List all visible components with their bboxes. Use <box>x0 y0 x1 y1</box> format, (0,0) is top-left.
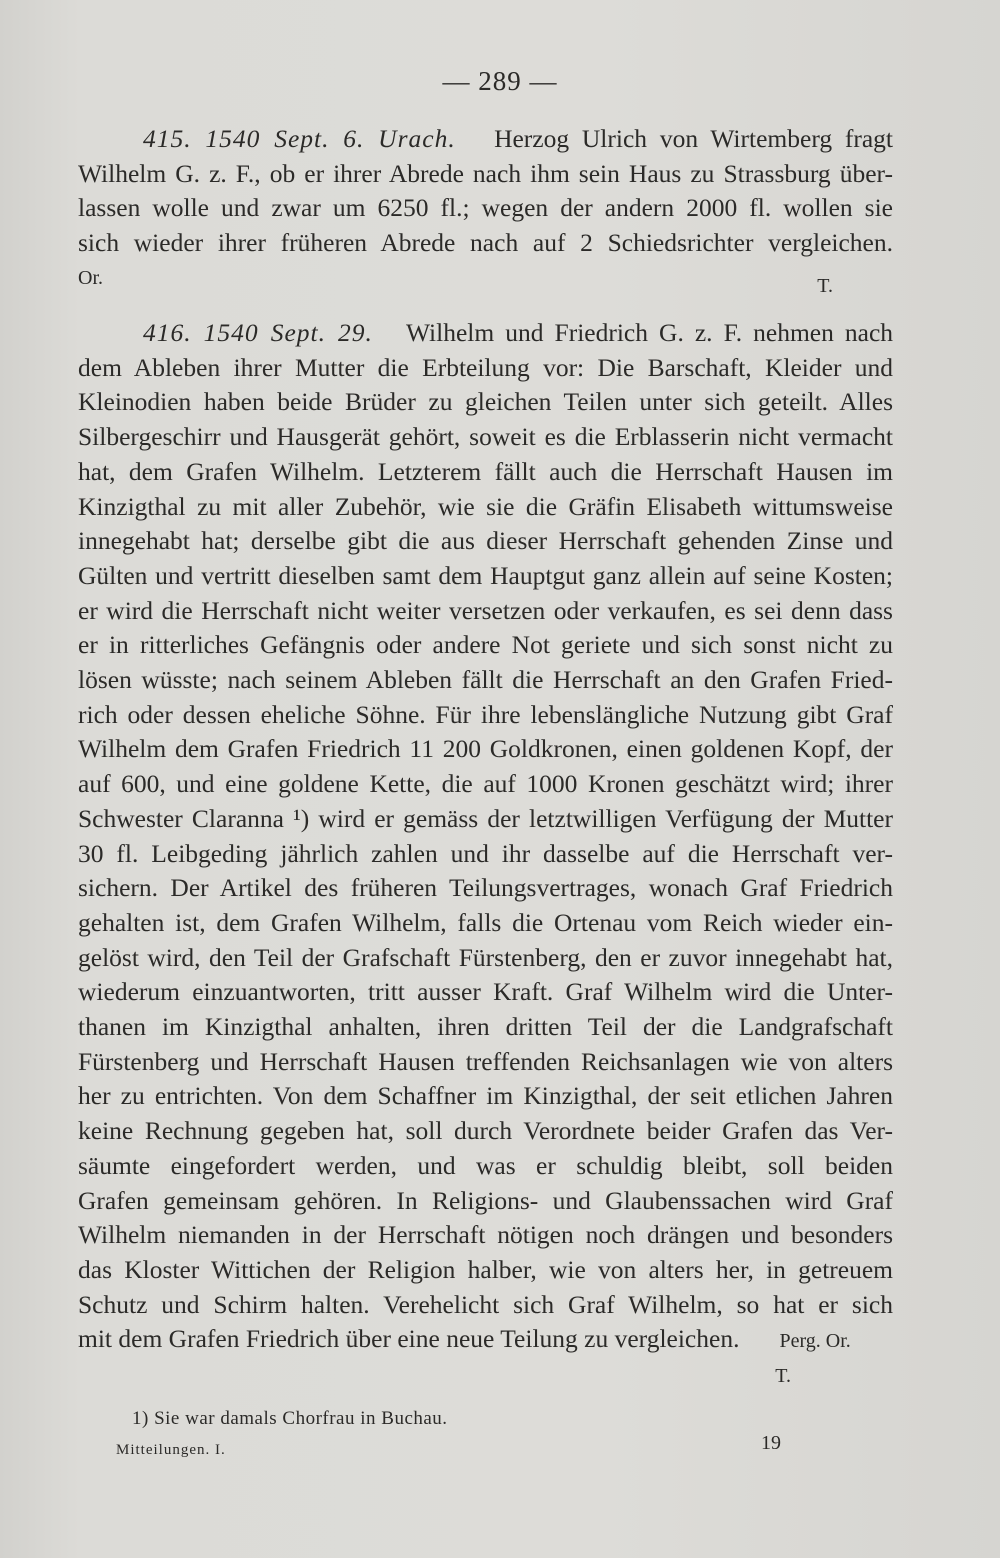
entry-line: Wilhelm niemanden in der Herrschaft nötigen noch drängen und besonders <box>78 1220 893 1250</box>
entry-line: Schutz und Schirm halten. Verehelicht sich Graf Wilhelm, so hat er sich <box>78 1289 893 1319</box>
entry-heading: 415. 1540 Sept. 6. Urach. <box>143 124 456 153</box>
entry-line: er in ritterliches Gefängnis oder andere Not geriete und sich sonst nicht zu <box>78 630 893 660</box>
entry-line: rich oder dessen eheliche Söhne. Für ihre lebenslängliche Nutzung gibt Graf <box>78 699 893 729</box>
entry-line: er wird die Herrschaft nicht weiter versetzen oder verkaufen, es sei denn dass <box>78 595 893 625</box>
entry-line: lassen wolle und zwar um 6250 fl.; wegen der andern 2000 fl. wollen sie <box>78 193 893 223</box>
entry-line: gehalten ist, dem Grafen Wilhelm, falls die Ortenau vom Reich wieder ein- <box>78 907 893 937</box>
entry-line: keine Rechnung gegeben hat, soll durch Verordnete beider Grafen das Ver- <box>78 1116 893 1146</box>
footnote: 1) Sie war damals Chorfrau in Buchau. <box>132 1408 448 1429</box>
entry-line: hat, dem Grafen Wilhelm. Letzterem fällt auch die Herrschaft Hausen im <box>78 456 893 486</box>
entry-line: Silbergeschirr und Hausgerät gehört, soweit es die Erblasserin nicht vermacht <box>78 422 893 452</box>
entry-line: Wilhelm G. z. F., ob er ihrer Abrede nach ihm sein Haus zu Strassburg über- <box>78 158 893 188</box>
editor-siglum: T. <box>817 274 833 297</box>
entry-line: 30 fl. Leibgeding jährlich zahlen und ihr dasselbe auf die Herrschaft ver- <box>78 838 893 868</box>
entry-line: 416. 1540 Sept. 29. Wilhelm und Friedrich G. z. F. nehmen nach <box>143 318 894 347</box>
source-note: Or. <box>78 266 103 289</box>
entry-line: Kleinodien haben beide Brüder zu gleichen Teilen unter sich geteilt. Alles <box>78 387 893 417</box>
entry-line: Kinzigthal zu mit aller Zubehör, wie sie die Gräfin Elisabeth wittumsweise <box>78 491 893 521</box>
entry-line: 415. 1540 Sept. 6. Urach. Herzog Ulrich von Wirtemberg fragt <box>143 124 894 153</box>
entry-line: Fürstenberg und Herrschaft Hausen treffenden Reichsanlagen wie von alters <box>78 1046 893 1076</box>
entry-line: gelöst wird, den Teil der Grafschaft Fürstenberg, den er zuvor innegehabt hat, <box>78 942 893 972</box>
source-note: Perg. Or. <box>779 1330 851 1353</box>
entry-line: dem Ableben ihrer Mutter die Erbteilung vor: Die Barschaft, Kleider und <box>78 352 893 382</box>
entry-line: Gülten und vertritt dieselben samt dem Hauptgut ganz allein auf seine Kosten; <box>78 560 893 590</box>
entry-line: thanen im Kinzigthal anhalten, ihren dritten Teil der die Landgrafschaft <box>78 1012 893 1042</box>
entry-line: säumte eingefordert werden, und was er schuldig bleibt, soll beiden <box>78 1150 893 1180</box>
entry-line: Wilhelm dem Grafen Friedrich 11 200 Goldkronen, einen goldenen Kopf, der <box>78 734 893 764</box>
entry-line: Grafen gemeinsam gehören. In Religions- und Glaubenssachen wird Graf <box>78 1185 893 1215</box>
signature-mark: 19 <box>761 1432 781 1454</box>
entry-line: mit dem Grafen Friedrich über eine neue Teilung zu vergleichen. Perg. Or. <box>78 1324 851 1354</box>
entry-line: lösen wüsste; nach seinem Ableben fällt die Herrschaft an den Grafen Fried- <box>78 665 893 695</box>
entry-416 <box>78 316 893 1393</box>
entry-line: sich wieder ihrer früheren Abrede nach auf 2 Schiedsrichter vergleichen. <box>78 228 893 258</box>
entry-heading: 416. 1540 Sept. 29. <box>143 318 373 347</box>
page-number: — 289 — <box>442 66 558 96</box>
entry-line: Schwester Claranna ¹) wird er gemäss der letztwilligen Verfügung der Mutter <box>78 803 893 833</box>
source-row <box>78 1359 893 1393</box>
entry-415 <box>78 122 893 295</box>
entry-line: das Kloster Wittichen der Religion halber, wie von alters her, in getreuem <box>78 1254 893 1284</box>
entry-line: wiederum einzuantworten, tritt ausser Kraft. Graf Wilhelm wird die Unter- <box>78 977 893 1007</box>
editor-siglum: T. <box>775 1365 791 1388</box>
series-title: Mitteilungen. I. <box>116 1442 226 1458</box>
source-row <box>78 261 893 295</box>
entry-line: her zu entrichten. Von dem Schaffner im Kinzigthal, der seit etlichen Jahren <box>78 1081 893 1111</box>
entry-line: innegehabt hat; derselbe gibt die aus dieser Herrschaft gehenden Zinse und <box>78 526 893 556</box>
entry-line: sichern. Der Artikel des früheren Teilungsvertrages, wonach Graf Friedrich <box>78 873 893 903</box>
entry-line: auf 600, und eine goldene Kette, die auf 1000 Kronen geschätzt wird; ihrer <box>78 769 893 799</box>
